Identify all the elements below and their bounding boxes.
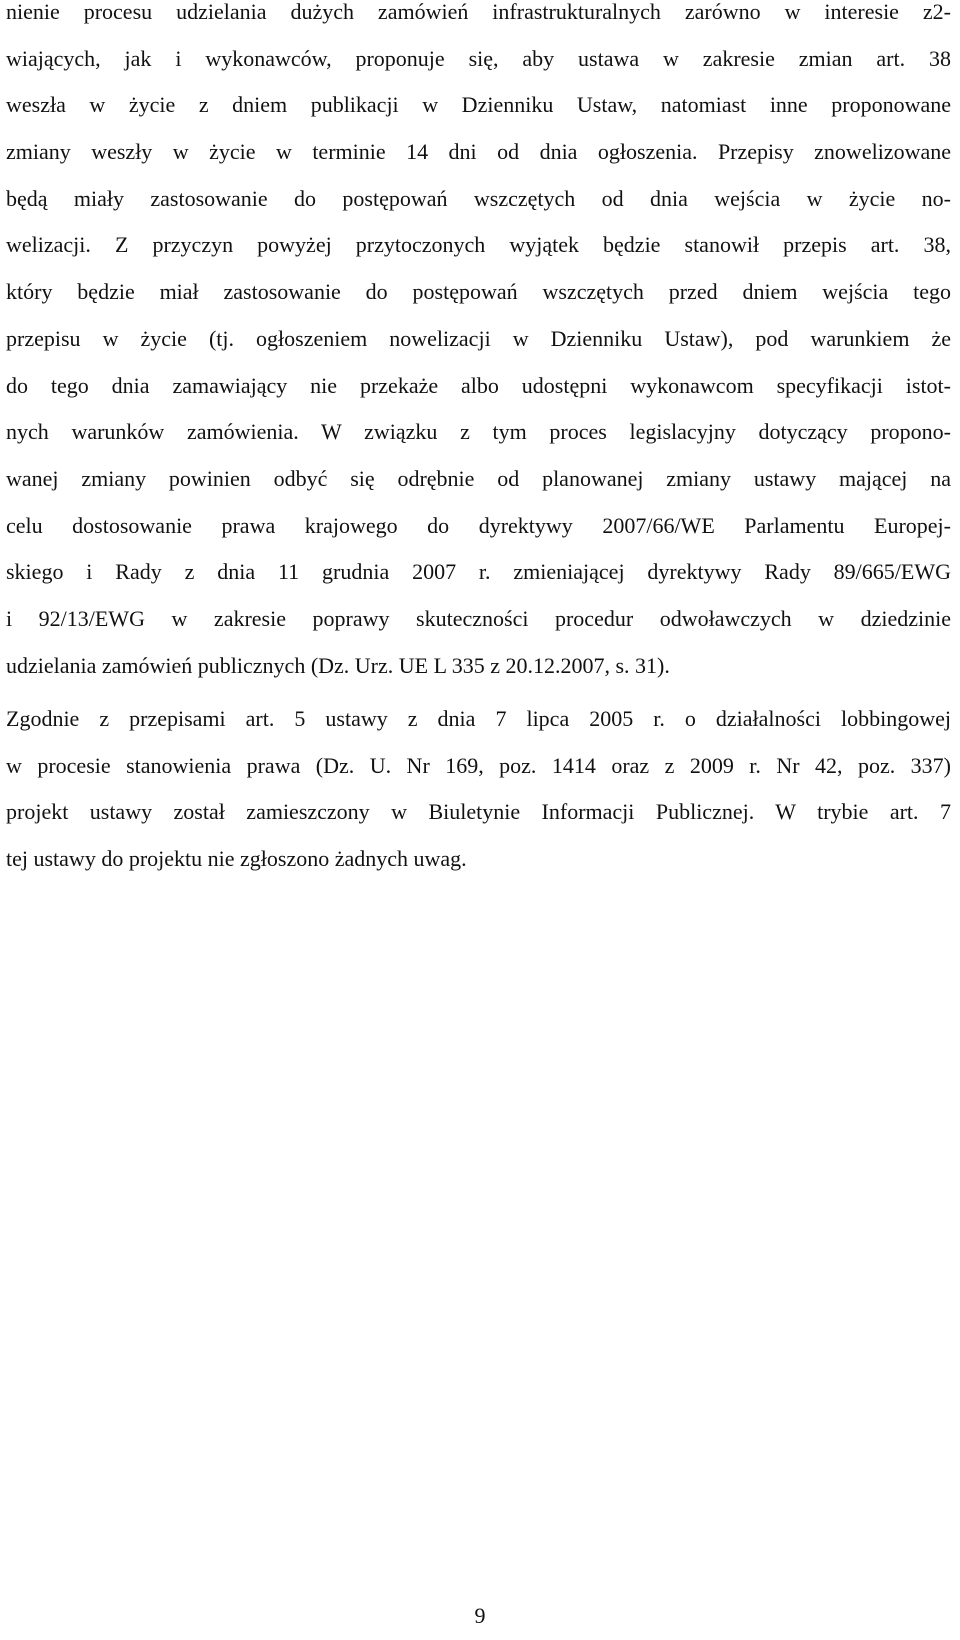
text-line: który będzie miał zastosowanie do postępowań wszczętych przed dniem wejścia tego xyxy=(6,279,951,305)
text-line: projekt ustawy został zamieszczony w Biuletynie Informacji Publicznej. W trybie art. 7 xyxy=(6,799,951,825)
text-line: i 92/13/EWG w zakresie poprawy skuteczności procedur odwoławczych w dziedzinie xyxy=(6,605,951,631)
text-line: welizacji. Z przyczyn powyżej przytoczonych wyjątek będzie stanowił przepis art. 38, xyxy=(6,232,951,258)
text-line: celu dostosowanie prawa krajowego do dyrektywy 2007/66/WE Parlamentu Europej- xyxy=(6,512,951,538)
text-line: Zgodnie z przepisami art. 5 ustawy z dnia 7 lipca 2005 r. o działalności lobbingowej xyxy=(6,706,951,731)
paragraph-lex-legislative-process xyxy=(6,0,951,689)
page-number: 9 xyxy=(474,1603,486,1628)
text-line: przepisu w życie (tj. ogłoszeniem nowelizacji w Dzienniku Ustaw), pod warunkiem że xyxy=(6,325,951,351)
text-line: nych warunków zamówienia. W związku z tym proces legislacyjny dotyczący propono- xyxy=(6,419,951,445)
text-line: weszła w życie z dniem publikacji w Dzienniku Ustaw, natomiast inne proponowane xyxy=(6,92,951,118)
text-line: wanej zmiany powinien odbyć się odrębnie od planowanej zmiany ustawy mającej na xyxy=(6,465,951,491)
paragraph-lobbying-consultation xyxy=(6,696,951,883)
text-line: w procesie stanowienia prawa (Dz. U. Nr 169, poz. 1414 oraz z 2009 r. Nr 42, poz. 337) xyxy=(6,752,951,778)
text-line: będą miały zastosowanie do postępowań wszczętych od dnia wejścia w życie no- xyxy=(6,185,951,211)
text-line: tej ustawy do projektu nie zgłoszono żadnych uwag. xyxy=(6,846,467,872)
text-line: nienie procesu udzielania dużych zamówień infrastrukturalnych zarówno w interesie z2- xyxy=(6,0,951,24)
text-line: zmiany weszły w życie w terminie 14 dni od dnia ogłoszenia. Przepisy znowelizowane xyxy=(6,139,951,165)
text-line: skiego i Rady z dnia 11 grudnia 2007 r. zmieniającej dyrektywy Rady 89/665/EWG xyxy=(6,559,951,585)
text-line: do tego dnia zamawiający nie przekaże albo udostępni wykonawcom specyfikacji istot- xyxy=(6,372,951,398)
text-line: udzielania zamówień publicznych (Dz. Urz. UE L 335 z 20.12.2007, s. 31). xyxy=(6,652,670,678)
text-line: wiających, jak i wykonawców, proponuje się, aby ustawa w zakresie zmian art. 38 xyxy=(6,45,951,71)
